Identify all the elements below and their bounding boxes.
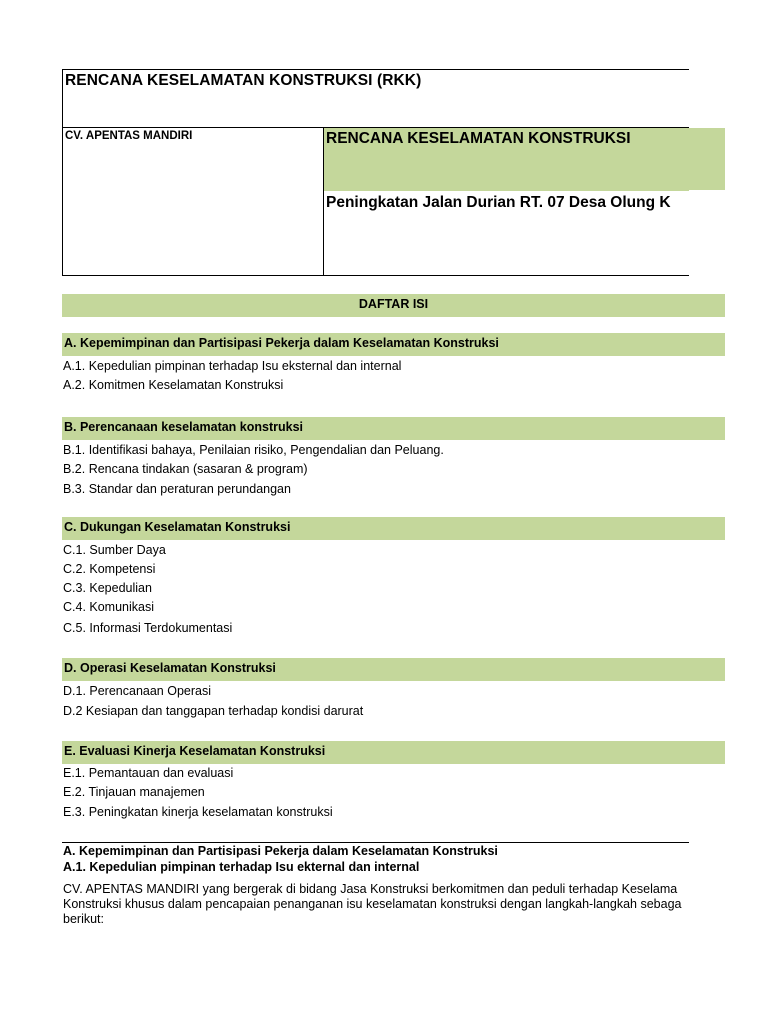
toc-heading-band [62,294,725,317]
company-name: CV. APENTAS MANDIRI [65,130,193,142]
toc-item: E.2. Tinjauan manajemen [63,785,205,799]
paragraph-line: CV. APENTAS MANDIRI yang bergerak di bidang Jasa Konstruksi berkomitmen dan peduli terhadap Keselama [63,882,678,896]
body-sub-heading: A.1. Kepedulian pimpinan terhadap Isu ekternal dan internal [63,860,420,874]
toc-section-a [62,333,725,356]
section-title: A. Kepemimpinan dan Partisipasi Pekerja dalam Keselamatan Konstruksi [64,336,499,350]
toc-section-c [62,517,725,540]
paragraph-line: berikut: [63,912,104,926]
toc-item: B.2. Rencana tindakan (sasaran & program) [63,462,308,476]
toc-section-b [62,417,725,440]
section-title: D. Operasi Keselamatan Konstruksi [64,661,276,675]
toc-item: C.4. Komunikasi [63,600,155,614]
plan-title: RENCANA KESELAMATAN KONSTRUKSI [326,130,631,147]
section-divider [62,842,689,843]
project-name: Peningkatan Jalan Durian RT. 07 Desa Olung K [326,194,671,211]
toc-item: E.3. Peningkatan kinerja keselamatan konstruksi [63,805,333,819]
section-title: E. Evaluasi Kinerja Keselamatan Konstruksi [64,744,326,758]
toc-section-e [62,741,725,764]
toc-item: C.5. Informasi Terdokumentasi [63,621,233,635]
body-section-heading: A. Kepemimpinan dan Partisipasi Pekerja dalam Keselamatan Konstruksi [63,844,498,858]
toc-item: C.2. Kompetensi [63,562,156,576]
section-title: C. Dukungan Keselamatan Konstruksi [64,520,291,534]
document-title-cell [62,69,689,127]
document-title: RENCANA KESELAMATAN KONSTRUKSI (RKK) [65,72,422,89]
toc-item: C.3. Kepedulian [63,581,152,595]
toc-item: C.1. Sumber Daya [63,543,166,557]
toc-item: A.1. Kepedulian pimpinan terhadap Isu eksternal dan internal [63,359,402,373]
plan-title-cell [324,128,725,190]
paragraph-line: Konstruksi khusus dalam pencapaian penanganan isu keselamatan konstruksi dengan langkah-langkah sebaga [63,897,682,911]
toc-item: D.1. Perencanaan Operasi [63,684,212,698]
body-paragraph [63,882,689,927]
section-title: B. Perencanaan keselamatan konstruksi [64,420,304,434]
toc-item: A.2. Komitmen Keselamatan Konstruksi [63,378,284,392]
toc-item: B.3. Standar dan peraturan perundangan [63,482,291,496]
toc-section-d [62,658,725,681]
header-mid-rule [324,190,689,191]
toc-item: D.2 Kesiapan dan tanggapan terhadap kondisi darurat [63,704,364,718]
toc-item: E.1. Pemantauan dan evaluasi [63,766,234,780]
toc-heading: DAFTAR ISI [358,297,429,311]
toc-item: B.1. Identifikasi bahaya, Penilaian risiko, Pengendalian dan Peluang. [63,443,444,457]
